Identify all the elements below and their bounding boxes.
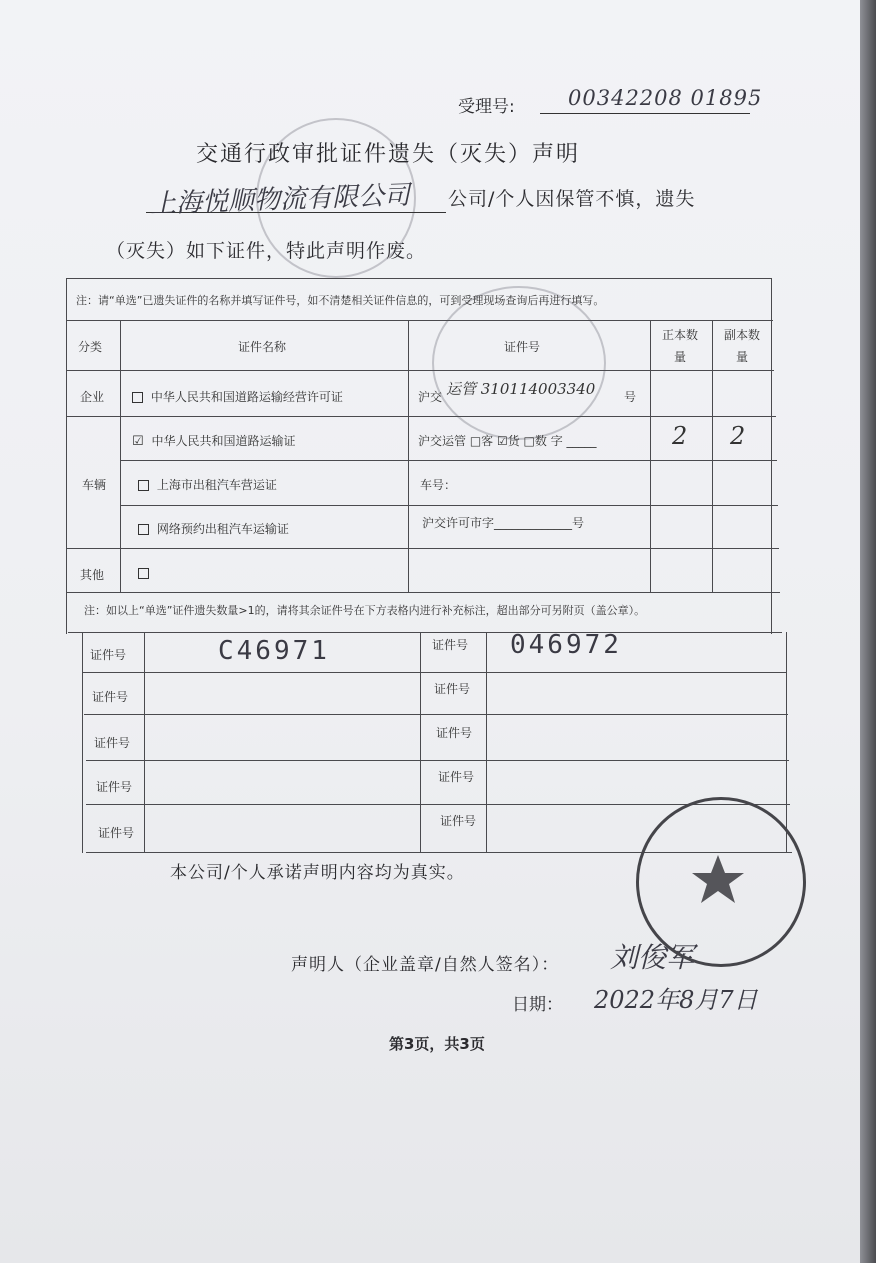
col-header-category: 分类 [78,340,103,354]
seal-star-icon [636,797,800,961]
cert-row-4 [138,520,289,537]
cert-number-prefix: 车号： [420,478,457,492]
cert-name: 网络预约出租汽车运输证 [156,522,289,536]
document-title: 交通行政审批证件遗失（灭失）声明 [196,142,581,167]
category-enterprise: 企业 [80,390,105,404]
col-header-original-qty: 正本数量 [661,328,698,364]
cert-label: 证件号 [434,682,471,696]
date-label: 日期： [512,995,563,1015]
cert-row-2 [132,432,296,449]
company-seal [636,797,806,967]
page-number: 第3页，共3页 [389,1035,485,1053]
category-other: 其他 [80,568,105,582]
page-edge-shadow [860,0,876,1263]
col-header-cert-number: 证件号 [504,340,541,354]
statement-line-2: （灭失）如下证件，特此声明作废。 [106,240,427,262]
cert-row-1 [132,388,343,405]
date-handwritten: 2022年8月7日 [594,986,758,1014]
cert-name: 上海市出租汽车营运证 [156,478,277,492]
cert-label: 证件号 [440,814,477,828]
cert-number-prefix: 沪交运管 □客 ☑货 □数 字 _____ [418,434,597,448]
cert-name: 中华人民共和国道路运输经营许可证 [150,390,343,404]
cert-row-other [138,566,153,580]
cert-label: 证件号 [436,726,473,740]
cert-label: 证件号 [432,638,469,652]
checkbox-unchecked[interactable] [138,480,149,491]
receipt-number: 00342208 01895 [568,86,763,110]
checkbox-unchecked[interactable] [138,568,149,579]
receipt-label: 受理号: [458,97,515,117]
extra-cert-number-2: 046972 [510,630,622,660]
cert-label: 证件号 [98,826,135,840]
company-name-handwritten: 上海悦顺物流有限公司 [149,180,411,220]
cert-number-prefix: 沪交 [418,390,443,404]
cert-label: 证件号 [92,690,129,704]
category-vehicle: 车辆 [82,478,107,492]
cert-label: 证件号 [438,770,475,784]
checkbox-unchecked[interactable] [138,524,149,535]
checkbox-unchecked[interactable] [132,392,143,403]
col-header-copy-qty: 副本数量 [723,328,760,364]
checkbox-checked[interactable]: ☑ [132,434,144,449]
cert-number-prefix: 沪交许可市字_____________号 [422,516,585,530]
col-header-cert-name: 证件名称 [238,340,287,354]
signature-handwritten: 刘俊军 [610,941,695,974]
table-note-top: 注：请“单选”已遗失证件的名称并填写证件号，如不清楚相关证件信息的，可到受理现场查询后再进行填写。 [76,294,605,307]
cert-name: 中华人民共和国道路运输证 [151,434,296,448]
cert-label: 证件号 [94,736,131,750]
promise-statement: 本公司/个人承诺声明内容均为真实。 [170,863,465,883]
extra-cert-number-1: C46971 [218,636,330,666]
signer-label: 声明人（企业盖章/自然人签名）： [291,955,560,975]
cert-number-handwritten: 运管 310114003340 [446,380,596,398]
original-qty-handwritten: 2 [672,422,688,450]
cert-label: 证件号 [96,780,133,794]
table-note-bottom: 注：如以上“单选”证件遗失数量>1的，请将其余证件号在下方表格内进行补充标注，超出部分可另附页（盖公章）。 [84,604,646,617]
copy-qty-handwritten: 2 [730,422,746,450]
cert-number-suffix: 号 [624,390,637,404]
statement-line-1: 公司/个人因保管不慎，遗失 [448,188,696,210]
cert-label: 证件号 [90,648,127,662]
cert-row-3 [138,476,277,493]
receipt-underline [540,113,750,114]
